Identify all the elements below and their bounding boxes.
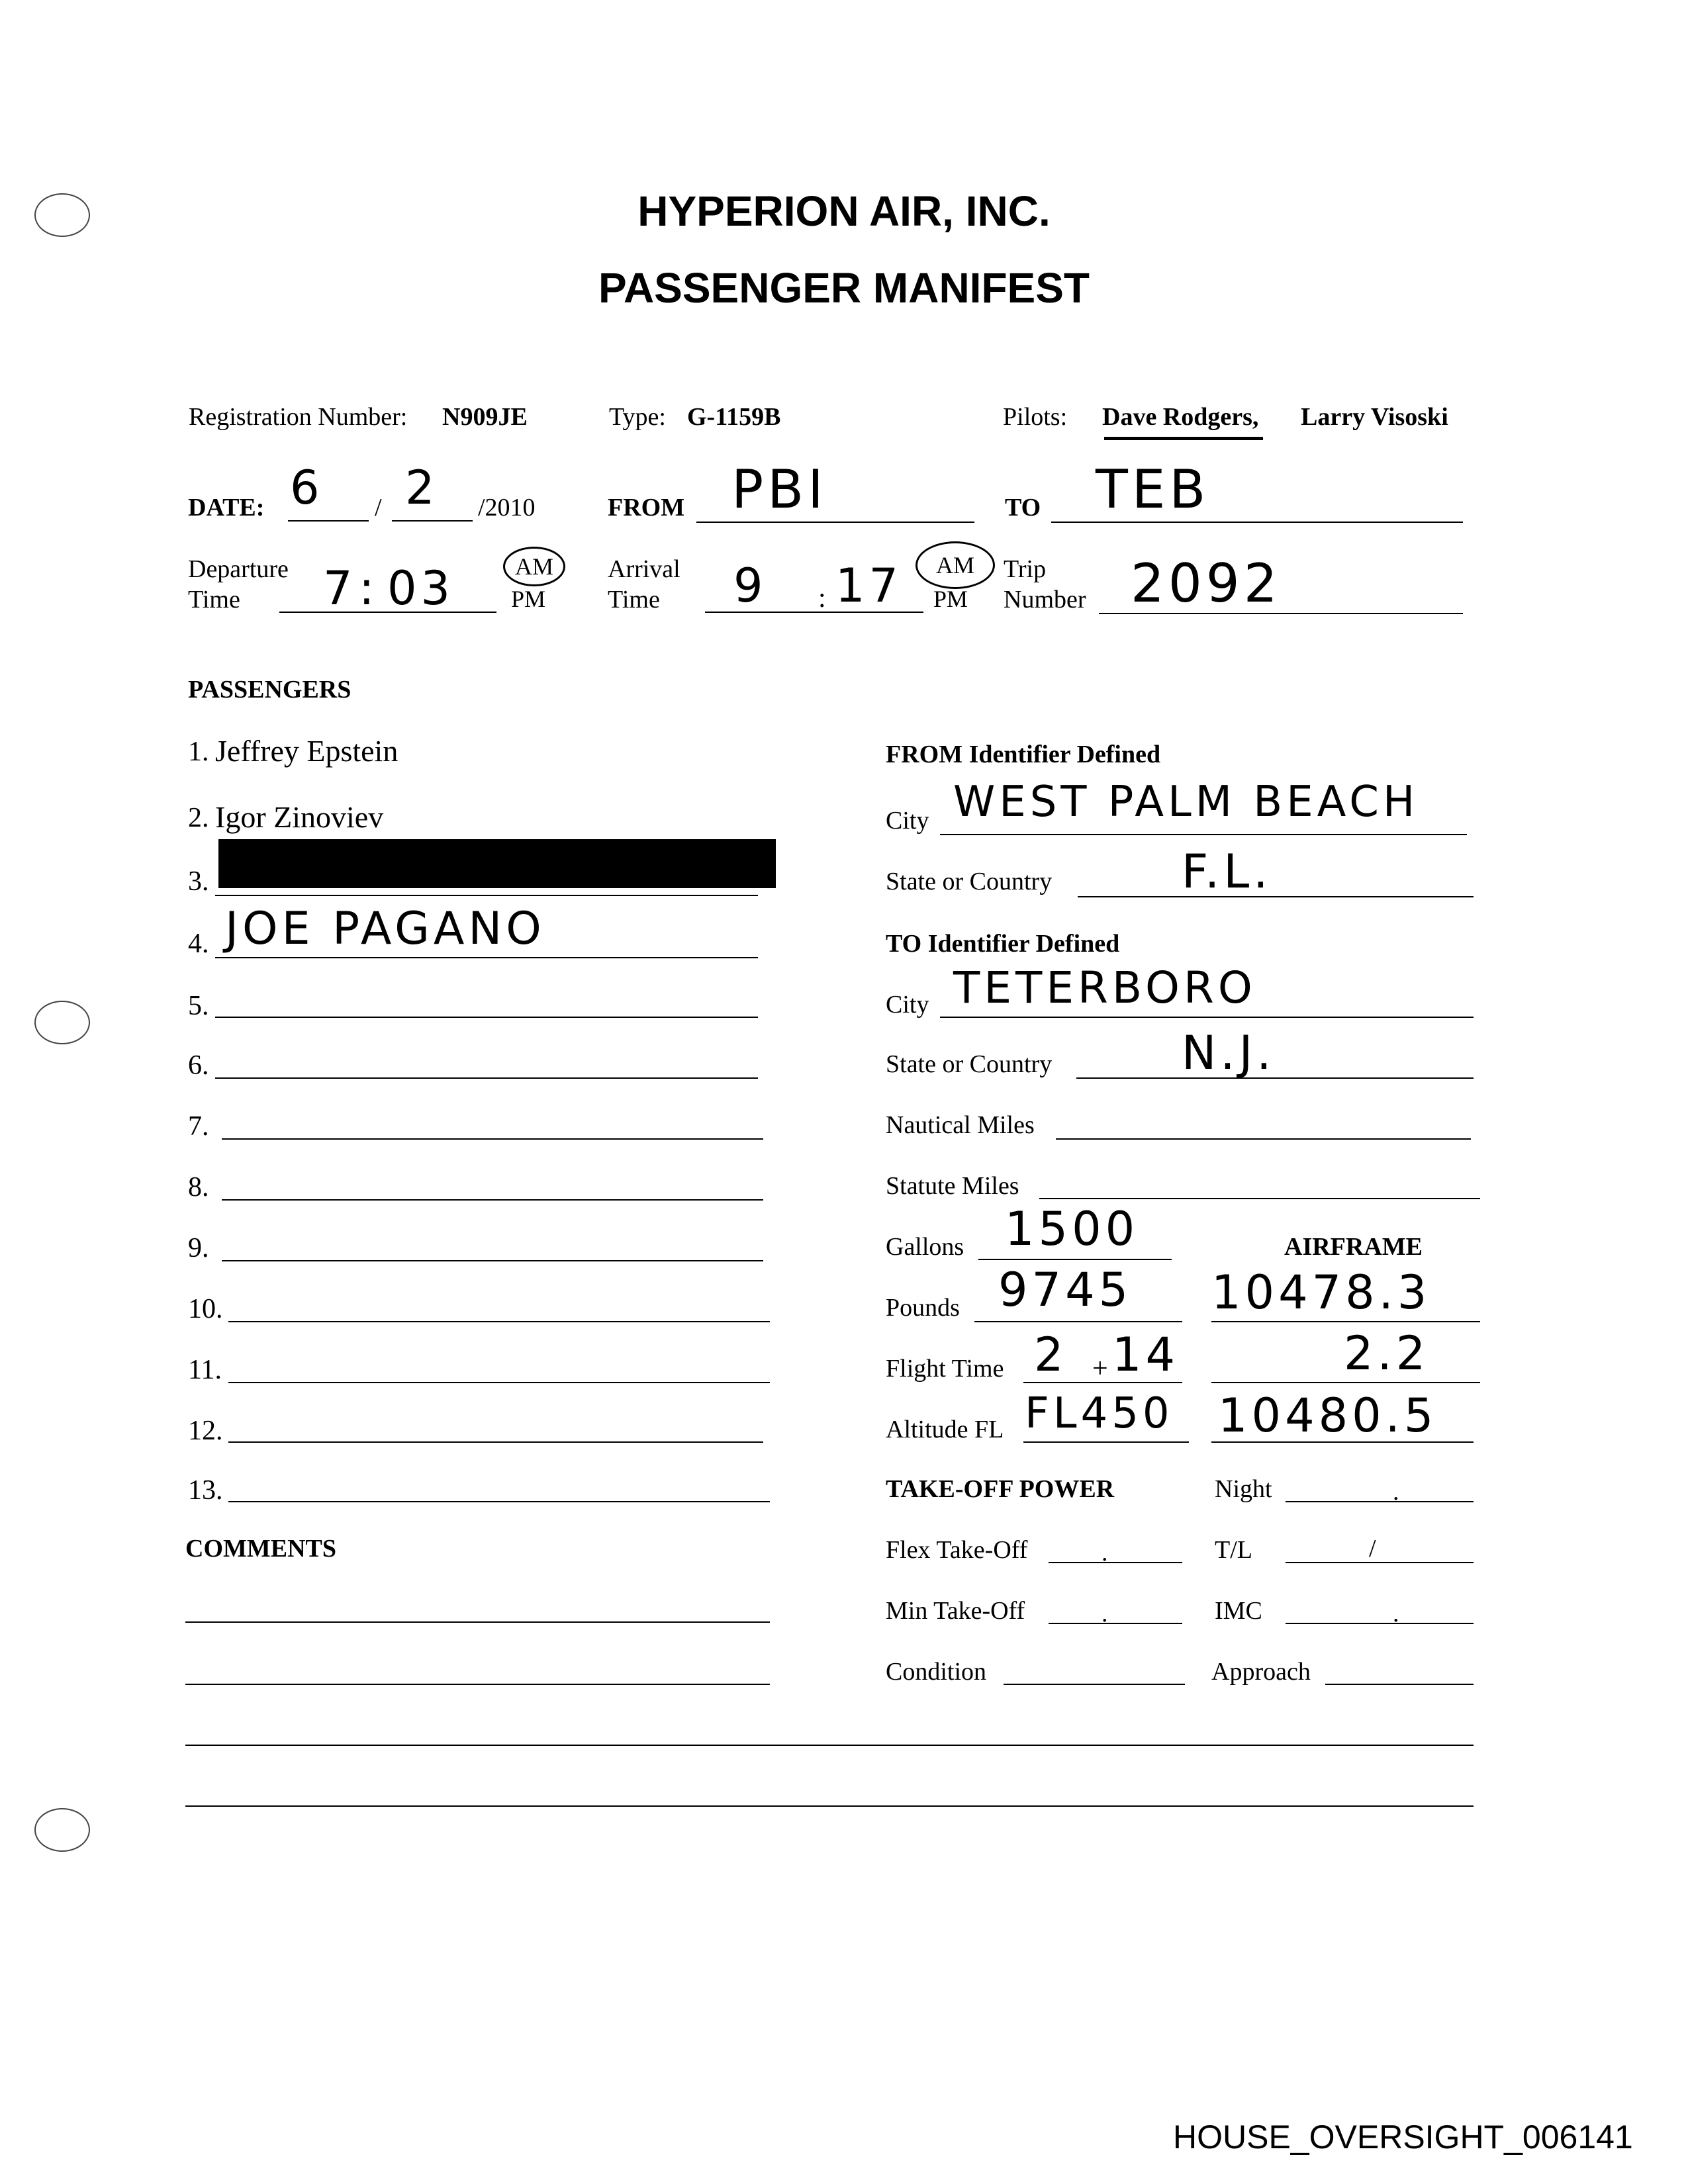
night-dot: . — [1393, 1478, 1399, 1506]
statute-miles-line — [1039, 1198, 1480, 1199]
passenger-name-2: Igor Zinoviev — [215, 800, 384, 834]
passenger-number: 13. — [188, 1475, 223, 1506]
trip-label-1: Trip — [1004, 555, 1047, 583]
date-day-line — [392, 520, 473, 522]
passenger-line — [228, 1382, 770, 1383]
passenger-number: 11. — [188, 1355, 222, 1385]
passenger-line — [215, 957, 758, 958]
departure-label-1: Departure — [188, 555, 289, 583]
gallons-label: Gallons — [886, 1233, 964, 1261]
gallons-line — [978, 1259, 1172, 1260]
binder-hole-bottom — [34, 1808, 90, 1852]
to-state-line — [1076, 1077, 1474, 1079]
type-label: Type: — [609, 403, 666, 431]
from-state-label: State or Country — [886, 868, 1053, 895]
arrival-colon: : — [818, 583, 826, 614]
min-takeoff-label: Min Take-Off — [886, 1597, 1025, 1625]
comment-line — [185, 1684, 770, 1685]
passenger-number: 4. — [188, 929, 209, 959]
pilot-2: Larry Visoski — [1301, 403, 1448, 431]
comment-line — [185, 1805, 1474, 1807]
passenger-number: 2. — [188, 803, 209, 833]
altitude-label: Altitude FL — [886, 1416, 1004, 1443]
flight-time-plus: + — [1092, 1353, 1108, 1384]
airframe-add-line — [1211, 1382, 1480, 1383]
airframe-add: 2.2 — [1344, 1326, 1430, 1381]
airframe-start: 10478.3 — [1211, 1265, 1431, 1320]
date-year: /2010 — [478, 494, 536, 522]
comments-heading: COMMENTS — [185, 1535, 336, 1563]
from-state-value: F.L. — [1182, 844, 1272, 899]
passenger-line — [222, 1138, 763, 1140]
to-identifier-heading: TO Identifier Defined — [886, 930, 1120, 958]
to-label: TO — [1005, 494, 1041, 522]
comment-line — [185, 1745, 1474, 1746]
to-line — [1051, 522, 1463, 523]
flight-time-label: Flight Time — [886, 1355, 1004, 1383]
night-label: Night — [1215, 1475, 1272, 1503]
flex-takeoff-dot: . — [1102, 1539, 1108, 1567]
date-month: 6 — [290, 461, 324, 515]
imc-line — [1286, 1623, 1474, 1624]
imc-label: IMC — [1215, 1597, 1262, 1625]
passenger-number: 1. — [188, 737, 209, 767]
pilot-1: Dave Rodgers, — [1102, 403, 1259, 431]
date-month-line — [288, 520, 369, 522]
bates-number: HOUSE_OVERSIGHT_006141 — [1173, 2118, 1633, 2156]
arrival-label-1: Arrival — [608, 555, 680, 583]
trip-number-line — [1099, 613, 1463, 614]
approach-label: Approach — [1211, 1658, 1311, 1686]
pounds-line — [974, 1321, 1182, 1322]
passenger-line — [215, 1017, 758, 1018]
nautical-miles-label: Nautical Miles — [886, 1111, 1035, 1139]
registration-value: N909JE — [442, 403, 528, 431]
imc-dot: . — [1393, 1600, 1399, 1627]
gallons-value: 1500 — [1005, 1202, 1139, 1256]
registration-label: Registration Number: — [189, 403, 408, 431]
passenger-line — [228, 1321, 770, 1322]
pounds-label: Pounds — [886, 1294, 960, 1322]
condition-line — [1004, 1684, 1185, 1685]
passenger-line — [222, 1199, 763, 1201]
arrival-pm: PM — [933, 586, 968, 612]
departure-pm: PM — [511, 586, 546, 612]
from-identifier-heading: FROM Identifier Defined — [886, 741, 1161, 768]
trip-label-2: Number — [1004, 586, 1086, 614]
pilot-1-underline — [1104, 437, 1263, 440]
passengers-heading: PASSENGERS — [188, 676, 352, 704]
passenger-number: 9. — [188, 1233, 209, 1263]
to-state-value: N.J. — [1182, 1026, 1276, 1080]
min-takeoff-dot: . — [1102, 1600, 1108, 1627]
from-label: FROM — [608, 494, 685, 522]
flex-takeoff-line — [1049, 1562, 1182, 1563]
passenger-number: 8. — [188, 1172, 209, 1203]
departure-line — [279, 612, 496, 613]
departure-label-2: Time — [188, 586, 240, 614]
passenger-line — [215, 895, 758, 896]
date-label: DATE: — [188, 494, 265, 522]
passenger-name-1: Jeffrey Epstein — [215, 734, 399, 768]
tl-slash: / — [1369, 1535, 1376, 1563]
tl-label: T/L — [1215, 1536, 1252, 1564]
trip-number: 2092 — [1131, 553, 1282, 614]
passenger-number: 5. — [188, 991, 209, 1021]
comment-line — [185, 1621, 770, 1623]
passenger-number: 7. — [188, 1111, 209, 1142]
passenger-name-4: JOE PAGANO — [225, 903, 545, 955]
passenger-number: 6. — [188, 1050, 209, 1081]
company-name: HYPERION AIR, INC. — [637, 187, 1051, 235]
altitude-value: FL450 — [1025, 1389, 1174, 1438]
flex-takeoff-label: Flex Take-Off — [886, 1536, 1028, 1564]
departure-minutes: 03 — [387, 561, 455, 615]
to-city-label: City — [886, 991, 929, 1019]
min-takeoff-line — [1049, 1623, 1182, 1624]
pilots-label: Pilots: — [1003, 403, 1068, 431]
form-title: PASSENGER MANIFEST — [598, 264, 1090, 312]
date-day: 2 — [405, 461, 439, 515]
airframe-end: 10480.5 — [1218, 1388, 1438, 1443]
from-city-line — [940, 834, 1467, 835]
condition-label: Condition — [886, 1658, 987, 1686]
binder-hole-middle — [34, 1001, 90, 1044]
arrival-hour: 9 — [733, 559, 767, 613]
to-value: TEB — [1096, 459, 1210, 520]
arrival-minutes: 17 — [835, 559, 903, 613]
passenger-line — [228, 1441, 763, 1443]
passenger-number: 3. — [188, 866, 209, 897]
date-sep: / — [375, 494, 382, 522]
from-value: PBI — [731, 459, 827, 520]
to-state-label: State or Country — [886, 1050, 1053, 1078]
departure-hour: 7 — [323, 561, 357, 615]
passenger-line — [222, 1260, 763, 1261]
arrival-label-2: Time — [608, 586, 660, 614]
to-city-line — [940, 1017, 1474, 1018]
statute-miles-label: Statute Miles — [886, 1172, 1019, 1200]
from-line — [696, 522, 974, 523]
type-value: G-1159B — [687, 403, 781, 431]
passenger-line — [215, 1077, 758, 1079]
airframe-end-line — [1211, 1441, 1474, 1443]
altitude-line — [1023, 1441, 1189, 1443]
night-line — [1286, 1501, 1474, 1502]
tl-line — [1286, 1562, 1474, 1563]
from-city-label: City — [886, 807, 929, 835]
to-city-value: TETERBORO — [953, 962, 1256, 1013]
from-state-line — [1078, 896, 1474, 897]
airframe-heading: AIRFRAME — [1284, 1233, 1423, 1261]
passenger-number: 12. — [188, 1416, 223, 1446]
departure-colon: : — [359, 561, 379, 615]
departure-am-circled: AM — [503, 547, 565, 586]
flight-time-line — [1023, 1382, 1182, 1383]
takeoff-power-heading: TAKE-OFF POWER — [886, 1475, 1115, 1503]
flight-time-minutes: 14 — [1112, 1328, 1180, 1382]
pounds-value: 9745 — [998, 1263, 1133, 1317]
flight-time-hours: 2 — [1034, 1328, 1068, 1382]
redaction-block — [218, 839, 776, 888]
passenger-line — [228, 1501, 770, 1502]
from-city-value: WEST PALM BEACH — [953, 778, 1419, 827]
passenger-number: 10. — [188, 1294, 223, 1324]
arrival-am-circled: AM — [915, 541, 995, 589]
arrival-line — [705, 612, 923, 613]
nautical-miles-line — [1056, 1138, 1471, 1140]
airframe-start-line — [1211, 1321, 1480, 1322]
approach-line — [1325, 1684, 1474, 1685]
